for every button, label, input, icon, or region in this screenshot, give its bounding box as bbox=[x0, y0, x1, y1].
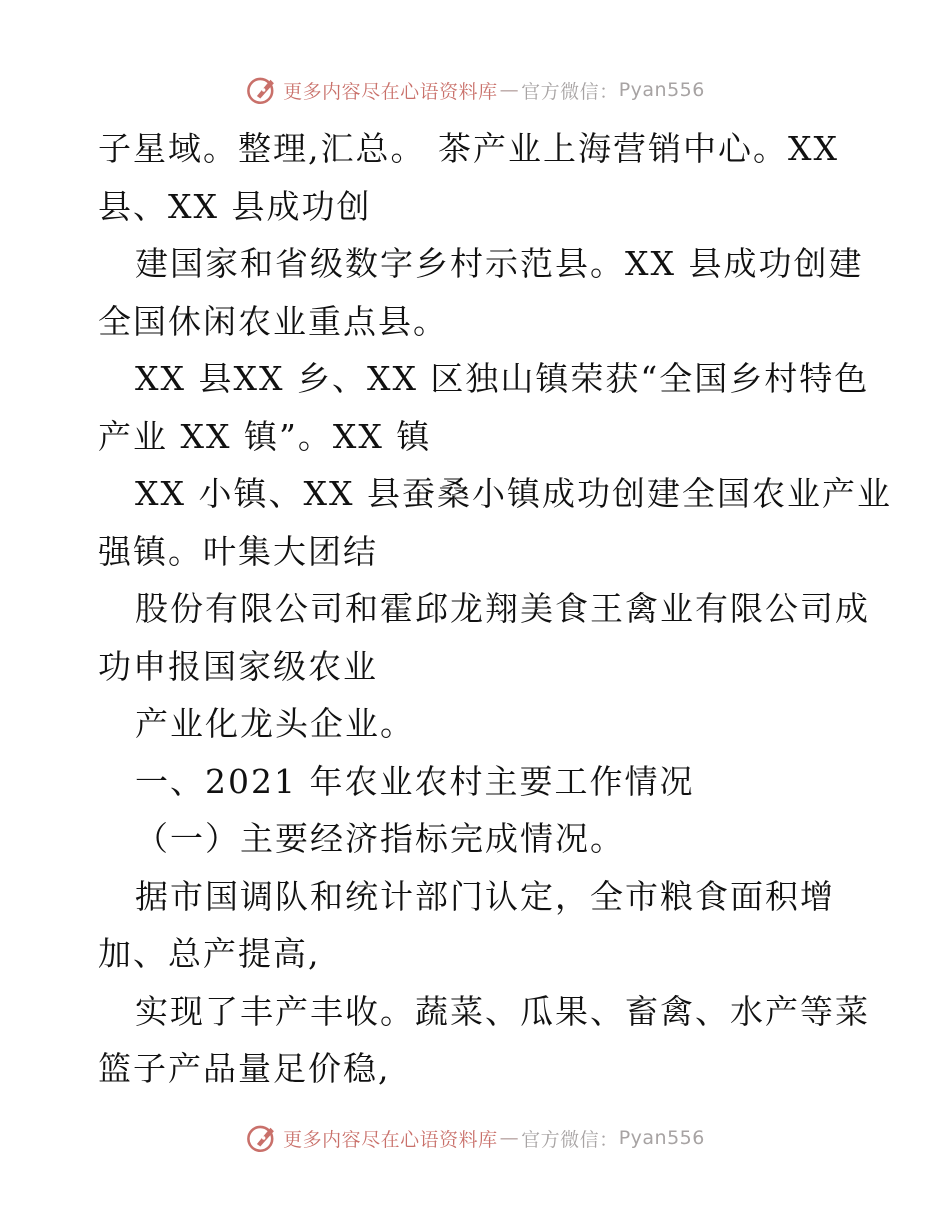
text-line: 县、XX 县成功创 bbox=[98, 186, 372, 226]
text-line: 加、总产提高, bbox=[98, 934, 321, 973]
subsection-heading: （一）主要经济指标完成情况。 bbox=[135, 819, 625, 858]
text-line: XX 县XX 乡、XX 区独山镇荣获“全国乡村特色 bbox=[135, 359, 870, 398]
text-line: 据市国调队和统计部门认定，全市粮食面积增 bbox=[135, 876, 835, 916]
pen-nib-logo-icon bbox=[245, 1121, 279, 1155]
text-line: 建国家和省级数字乡村示范县。XX 县成功创建 bbox=[135, 244, 864, 283]
banner-wechat-id: Pyan556 bbox=[618, 79, 705, 101]
text-line: 功申报国家级农业 bbox=[98, 646, 378, 686]
text-line: 产业 XX 镇”。XX 镇 bbox=[98, 416, 432, 456]
text-line: 实现了丰产丰收。蔬菜、瓜果、畜禽、水产等菜 bbox=[135, 991, 870, 1031]
banner-wechat-label: 官方微信： bbox=[521, 1128, 619, 1151]
banner-dash: — bbox=[499, 79, 520, 101]
document-body bbox=[98, 120, 892, 1098]
text-line: XX 小镇、XX 县蚕桑小镇成功创建全国农业产业 bbox=[135, 474, 892, 513]
text-line: 产业化龙头企业。 bbox=[135, 704, 415, 743]
text-line: 股份有限公司和霍邱龙翔美食王禽业有限公司成 bbox=[135, 589, 870, 628]
banner-text: 更多内容尽在心语资料库 bbox=[283, 1128, 498, 1151]
text-line: 强镇。叶集大团结 bbox=[98, 531, 378, 571]
text-line: 全国休闲农业重点县。 bbox=[98, 301, 448, 341]
header-watermark-banner bbox=[0, 70, 950, 110]
pen-nib-logo-icon bbox=[245, 73, 279, 107]
banner-wechat-id: Pyan556 bbox=[618, 1127, 705, 1149]
footer-watermark-banner bbox=[0, 1118, 950, 1158]
text-line: 子星域。整理,汇总。 茶产业上海营销中心。XX bbox=[98, 129, 839, 168]
section-heading: 一、2021 年农业农村主要工作情况 bbox=[135, 761, 695, 801]
text-line: 篮子产品量足价稳, bbox=[98, 1049, 391, 1088]
banner-wechat-label: 官方微信： bbox=[521, 80, 619, 103]
banner-dash: — bbox=[499, 1127, 520, 1149]
banner-text: 更多内容尽在心语资料库 bbox=[283, 80, 498, 103]
